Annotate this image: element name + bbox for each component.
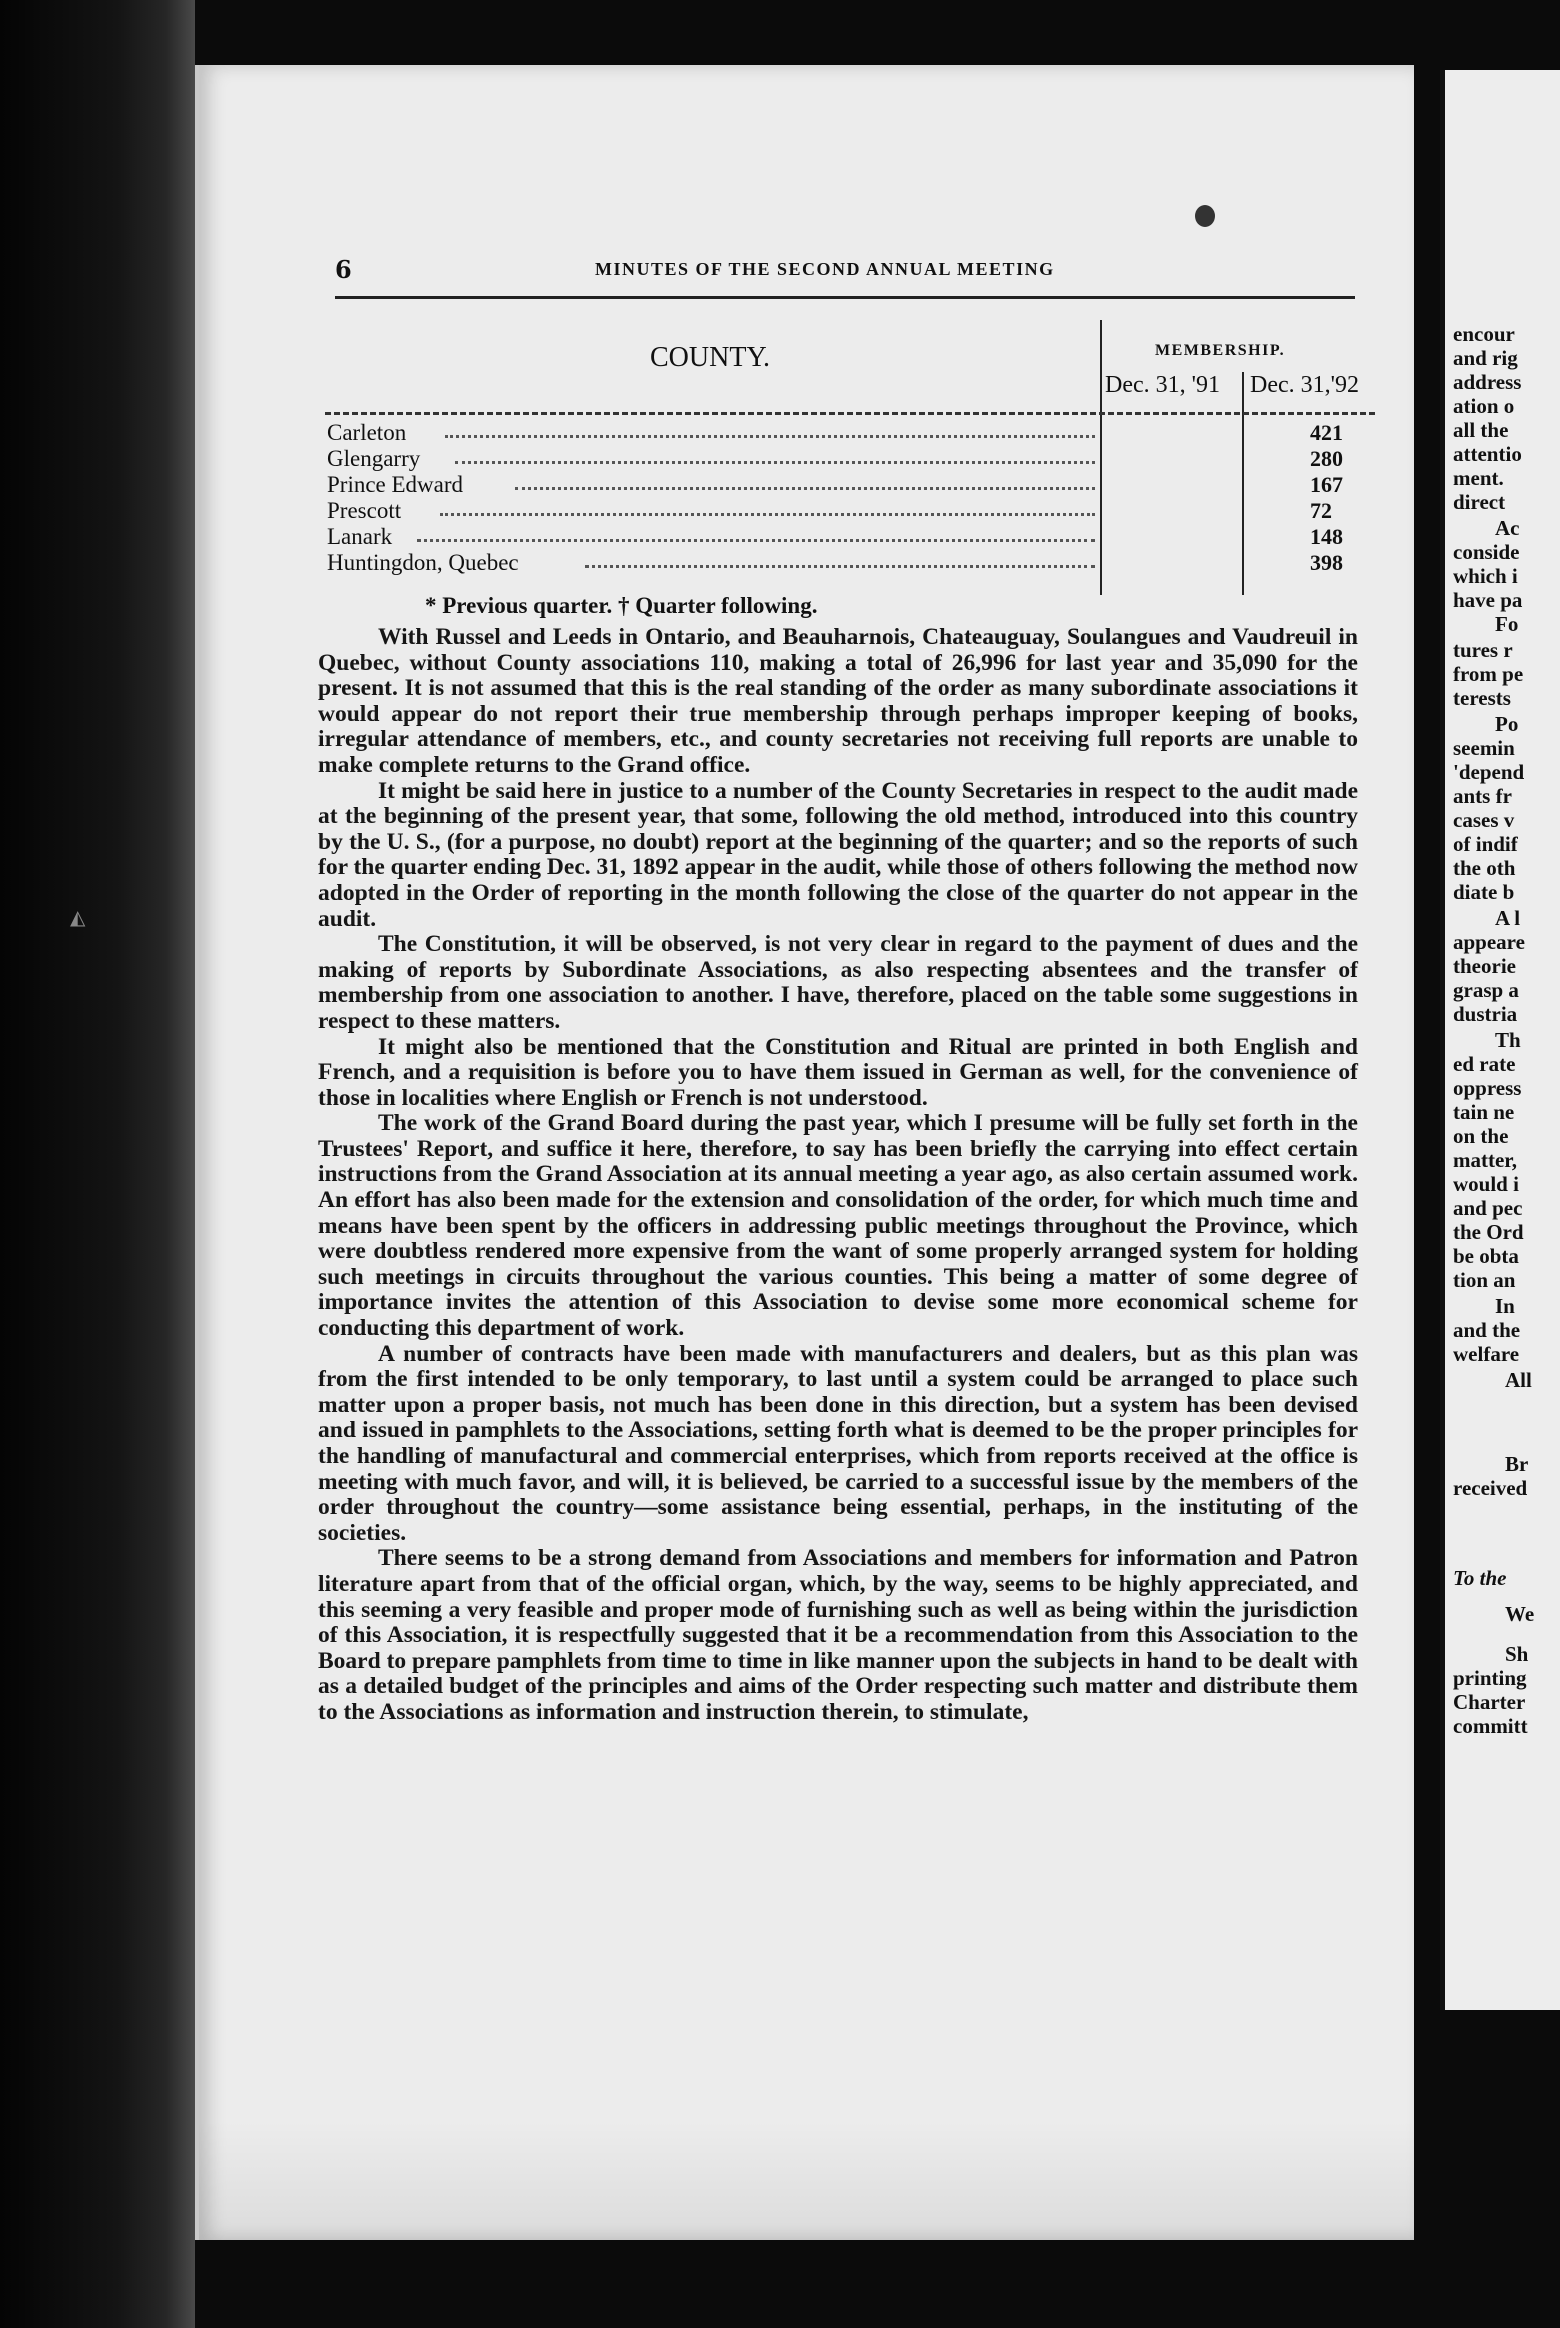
facing-page-line: Ac	[1495, 516, 1520, 540]
facing-page-line: To the	[1453, 1566, 1507, 1590]
paragraph: A number of contracts have been made with manufacturers and dealers, but as this plan was from the first intended to be only temporary, to last until a system could be arranged to place such matter upon a proper basis, not much has been done in this direction, but a system has been devised and issued in pamphlets to the Associations, setting forth what is deemed to be the proper principles for the handling of manufactural and commercial enterprises, which from reports received at the office is meeting with much favor, and will, it is believed, be carried to a successful issue by the members of the order throughout the country—some assistance being essential, perhaps, in the instituting of the societies.	[318, 1340, 1358, 1546]
facing-page-line: be obta	[1453, 1244, 1519, 1268]
county-name: Lanark	[327, 524, 393, 549]
page-bottom-shading	[199, 2120, 1414, 2240]
facing-page-line: grasp a	[1453, 978, 1519, 1002]
membership-count: 167	[1310, 472, 1343, 497]
col-header-1892: Dec. 31,'92	[1250, 372, 1359, 398]
facing-page-line: Th	[1495, 1028, 1521, 1052]
facing-page-line: We	[1505, 1602, 1535, 1626]
membership-count: 280	[1310, 446, 1343, 471]
facing-page-line: received	[1453, 1476, 1528, 1500]
table-row	[325, 550, 1375, 576]
facing-page-line: the oth	[1453, 856, 1516, 880]
facing-page-line: terests	[1453, 686, 1511, 710]
membership-count: 398	[1310, 550, 1343, 575]
facing-page-line: Po	[1495, 712, 1519, 736]
facing-page-line: and the	[1453, 1318, 1521, 1342]
dot-leaders	[455, 461, 1095, 464]
county-name: Prince Edward	[327, 472, 464, 497]
facing-page-line: committ	[1453, 1714, 1528, 1738]
membership-table	[325, 320, 1375, 605]
dot-leaders	[440, 513, 1095, 516]
dot-leaders	[417, 539, 1095, 542]
book-gutter-shadow	[0, 0, 195, 2328]
margin-mark-icon: ◭	[70, 905, 86, 929]
facing-page-line: attentio	[1453, 442, 1522, 466]
paragraph: The work of the Grand Board during the past year, which I presume will be fully set forth in the Trustees' Report, and suffice it here, therefore, to say has been briefly the carrying into effect certain instructions from the Grand Association at its annual meeting a year ago, as also certain assumed work. An effort has also been made for the extension and consolidation of the order, for which much time and means have been spent by the officers in addressing public meetings throughout the Province, which were doubtless rendered more expensive from the want of some properly arranged system for holding such meetings in circuits throughout the various counties. This being a matter of some degree of importance invites the attention of this Association to devise some more economical scheme for conducting this department of work.	[318, 1110, 1358, 1342]
facing-page-line: tain ne	[1453, 1100, 1515, 1124]
facing-page-line: In	[1495, 1294, 1515, 1318]
table-row	[325, 446, 1375, 472]
facing-page-line: tures r	[1453, 638, 1513, 662]
facing-page-line: 'depend	[1453, 760, 1525, 784]
facing-page-line: dustria	[1453, 1002, 1518, 1026]
facing-page-line: All	[1505, 1368, 1532, 1392]
facing-page-line: direct	[1453, 490, 1506, 514]
facing-page-line: Sh	[1505, 1642, 1529, 1666]
dot-leaders	[445, 435, 1095, 438]
facing-page-line: of indif	[1453, 832, 1518, 856]
facing-page-line: conside	[1453, 540, 1520, 564]
body-text	[318, 625, 1358, 1726]
facing-page-line: from pe	[1453, 662, 1524, 686]
facing-page-line: all the	[1453, 418, 1509, 442]
facing-page-fragment	[1440, 70, 1560, 2010]
ink-mark	[1195, 205, 1215, 227]
facing-page-line: the Ord	[1453, 1220, 1524, 1244]
facing-page-line: Br	[1505, 1452, 1529, 1476]
dot-leaders	[515, 487, 1095, 490]
membership-header: MEMBERSHIP.	[1155, 342, 1286, 359]
paragraph: With Russel and Leeds in Ontario, and Beauharnois, Chateauguay, Soulangues and Vaudreuil in Quebec, without County associations 110, making a total of 26,996 for last year and 35,090 for the present. It is not assumed that this is the real standing of the order as many subordinate associations it would appear do not report their true membership through perhaps improper keeping of books, irregular attendance of members, etc., and county secretaries not receiving full reports are unable to make complete returns to the Grand office.	[318, 624, 1358, 778]
facing-page-line: on the	[1453, 1124, 1509, 1148]
facing-page-line: theorie	[1453, 954, 1516, 978]
running-head: MINUTES OF THE SECOND ANNUAL MEETING	[595, 259, 1055, 279]
facing-page-line: ation o	[1453, 394, 1515, 418]
table-row	[325, 420, 1375, 446]
table-header-rule	[325, 412, 1375, 415]
page-header	[335, 255, 1355, 295]
facing-page-line: have pa	[1453, 588, 1523, 612]
table-row	[325, 472, 1375, 498]
county-name: Huntingdon, Quebec	[327, 550, 519, 575]
facing-page-line: and pec	[1453, 1196, 1523, 1220]
facing-page-line: matter,	[1453, 1148, 1517, 1172]
facing-page-line: encour	[1453, 322, 1515, 346]
table-row	[325, 524, 1375, 550]
county-name: Glengarry	[327, 446, 421, 471]
facing-page-line: ants fr	[1453, 784, 1512, 808]
county-name: Carleton	[327, 420, 407, 445]
facing-page-line: ed rate	[1453, 1052, 1516, 1076]
membership-count: 421	[1310, 420, 1343, 445]
table-footnote: * Previous quarter. † Quarter following.	[425, 593, 818, 618]
paragraph: It might be said here in justice to a number of the County Secretaries in respect to the audit made at the beginning of the present year, that some, following the old method, introduced into this country by the U. S., (for a purpose, no doubt) report at the beginning of the quarter; and so the reports of such for the quarter ending Dec. 31, 1892 appear in the audit, while those of others following the method now adopted in the Order of reporting in the month following the close of the quarter do not appear in the audit.	[318, 777, 1358, 932]
dot-leaders	[585, 565, 1095, 568]
county-name: Prescott	[327, 498, 402, 523]
paragraph: It might also be mentioned that the Constitution and Ritual are printed in both English and French, and a requisition is before you to have them issued in German as well, for the convenience of those in localities where English or French is not understood.	[318, 1033, 1358, 1111]
facing-page-line: cases v	[1453, 808, 1515, 832]
membership-count: 72	[1310, 498, 1332, 523]
facing-page-line: which i	[1453, 564, 1518, 588]
facing-page-line: printing	[1453, 1666, 1527, 1690]
facing-page-line: diate b	[1453, 880, 1515, 904]
facing-page-line: welfare	[1453, 1342, 1520, 1366]
facing-page-line: appeare	[1453, 930, 1525, 954]
facing-page-line: A l	[1495, 906, 1521, 930]
table-row	[325, 498, 1375, 524]
facing-page-line: tion an	[1453, 1268, 1516, 1292]
col-header-1891: Dec. 31, '91	[1105, 372, 1220, 398]
facing-page-line: address	[1453, 370, 1522, 394]
facing-page-line: Charter	[1453, 1690, 1526, 1714]
facing-page-line: seemin	[1453, 736, 1515, 760]
paragraph: There seems to be a strong demand from Associations and members for information and Patron literature apart from that of the official organ, which, by the way, seems to be highly appreciated, and this seeming a very feasible and proper mode of furnishing such as well as being within the jurisdiction of this Association, it is respectfully suggested that it be a recommendation from this Association to the Board to prepare pamphlets from time to time in like manner upon the subjects in hand to be dealt with as a detailed budget of the principles and aims of the Order respecting such matter and distribute them to the Associations as information and instruction therein, to stimulate,	[318, 1545, 1358, 1725]
facing-page-line: Fo	[1495, 612, 1519, 636]
page-number: 6	[335, 255, 352, 284]
header-rule	[335, 296, 1355, 299]
paragraph: The Constitution, it will be observed, is not very clear in regard to the payment of dues and the making of reports by Subordinate Associations, as also respecting absentees and the transfer of membership from one association to another. I have, therefore, placed on the table some suggestions in respect to these matters.	[318, 931, 1358, 1034]
facing-page-line: ment.	[1453, 466, 1504, 490]
county-column-header: COUNTY.	[650, 342, 771, 373]
facing-page-line: oppress	[1453, 1076, 1522, 1100]
facing-page-line: and rig	[1453, 346, 1518, 370]
facing-page-line: would i	[1453, 1172, 1519, 1196]
membership-count: 148	[1310, 524, 1343, 549]
